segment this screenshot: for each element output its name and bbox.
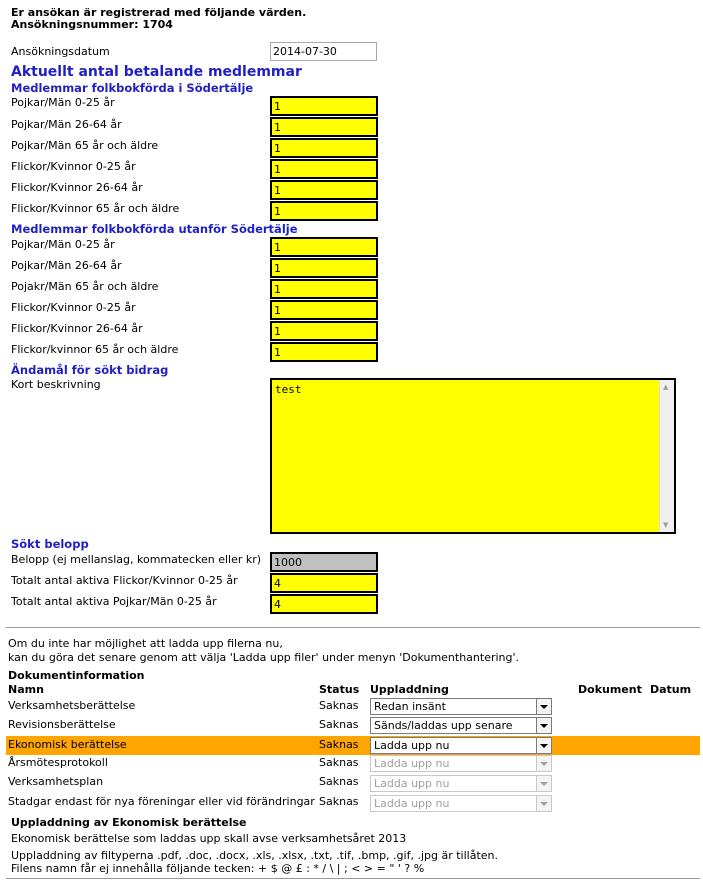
application-number: Ansökningsnummer: 1704 [11, 18, 173, 31]
doc-upload-select-3 [370, 755, 552, 772]
purpose-text: test [275, 383, 302, 396]
doc-status-3: Saknas [319, 756, 359, 769]
upload-note-line2: kan du göra det senare genom att välja 'Ladda upp filer' under menyn 'Dokumenthantering'. [8, 651, 520, 664]
chevron-down-icon[interactable] [536, 718, 551, 733]
upload-section-line1: Ekonomisk berättelse som laddas upp skall avse verksamhetsåret 2013 [11, 832, 407, 845]
g2-field-2[interactable]: 1 [270, 279, 378, 299]
doc-status-2: Saknas [319, 738, 359, 751]
upload-section-line2: Uppladdning av filtyperna .pdf, .doc, .docx, .xls, .xlsx, .txt, .tif, .bmp, .gif, .jpg är tillåten. [11, 849, 498, 862]
g1-label-5: Flickor/Kvinnor 65 år och äldre [11, 202, 180, 215]
doc-name-2: Ekonomisk berättelse [8, 738, 127, 751]
doc-status-4: Saknas [319, 775, 359, 788]
col-date: Datum [650, 683, 692, 696]
g2-label-5: Flickor/kvinnor 65 år och äldre [11, 343, 179, 356]
g2-label-4: Flickor/Kvinnor 26-64 år [11, 322, 143, 335]
purpose-title: Ändamål för sökt bidrag [11, 363, 169, 377]
active-girls-field[interactable]: 4 [270, 573, 378, 593]
chevron-down-icon [536, 756, 551, 771]
doc-status-1: Saknas [319, 718, 359, 731]
chevron-down-icon[interactable] [536, 738, 551, 753]
g1-label-0: Pojkar/Män 0-25 år [11, 96, 115, 109]
g1-label-3: Flickor/Kvinnor 0-25 år [11, 160, 136, 173]
col-upload: Uppladdning [370, 683, 449, 696]
col-name: Namn [8, 683, 44, 696]
g1-field-5[interactable]: 1 [270, 201, 378, 221]
scroll-down-icon[interactable]: ▼ [663, 521, 669, 529]
docs-title: Dokumentinformation [8, 669, 145, 682]
doc-upload-value-5: Ladda upp nu [374, 797, 450, 810]
doc-name-3: Årsmötesprotokoll [8, 756, 108, 769]
chevron-down-icon [536, 776, 551, 791]
g2-field-4[interactable]: 1 [270, 321, 378, 341]
bottom-divider [6, 878, 700, 879]
g2-field-1[interactable]: 1 [270, 258, 378, 278]
doc-name-5: Stadgar endast för nya föreningar eller vid förändringar [8, 795, 315, 808]
amount-label-1: Totalt antal aktiva Flickor/Kvinnor 0-25 år [11, 574, 238, 587]
group2-title: Medlemmar folkbokförda utanför Södertälje [11, 222, 298, 236]
g1-field-4[interactable]: 1 [270, 180, 378, 200]
doc-upload-select-4 [370, 775, 552, 792]
active-boys-field[interactable]: 4 [270, 594, 378, 614]
upload-section-title: Uppladdning av Ekonomisk berättelse [11, 816, 247, 829]
g1-field-3[interactable]: 1 [270, 159, 378, 179]
date-field[interactable]: 2014-07-30 [270, 42, 377, 61]
doc-status-5: Saknas [319, 795, 359, 808]
doc-upload-select-0[interactable] [370, 698, 552, 715]
upload-note-line1: Om du inte har möjlighet att ladda upp filerna nu, [8, 637, 283, 650]
upload-section-line3: Filens namn får ej innehålla följande tecken: + $ @ £ : * / \ | ; < > = " ' ? % [11, 862, 425, 875]
g2-label-0: Pojkar/Män 0-25 år [11, 238, 115, 251]
doc-upload-value-1: Sänds/laddas upp senare [374, 719, 513, 732]
doc-upload-value-0: Redan insänt [374, 700, 446, 713]
doc-name-4: Verksamhetsplan [8, 775, 104, 788]
g2-field-3[interactable]: 1 [270, 300, 378, 320]
doc-upload-select-5 [370, 795, 552, 812]
confirmation-message: Er ansökan är registrerad med följande värden. [11, 6, 307, 19]
chevron-down-icon[interactable] [536, 699, 551, 714]
members-title: Aktuellt antal betalande medlemmar [11, 64, 302, 80]
doc-upload-value-4: Ladda upp nu [374, 777, 450, 790]
col-document: Dokument [578, 683, 642, 696]
g1-field-2[interactable]: 1 [270, 138, 378, 158]
doc-upload-select-2[interactable] [370, 737, 552, 754]
amount-label-2: Totalt antal aktiva Pojkar/Män 0-25 år [11, 595, 217, 608]
g1-field-0[interactable]: 1 [270, 96, 378, 116]
doc-status-0: Saknas [319, 699, 359, 712]
g2-field-0[interactable]: 1 [270, 237, 378, 257]
amount-label-0: Belopp (ej mellanslag, kommatecken eller kr) [11, 553, 262, 566]
purpose-label: Kort beskrivning [11, 378, 101, 391]
g2-label-3: Flickor/Kvinnor 0-25 år [11, 301, 136, 314]
g1-label-4: Flickor/Kvinnor 26-64 år [11, 181, 143, 194]
group1-title: Medlemmar folkbokförda i Södertälje [11, 81, 254, 95]
g1-label-2: Pojkar/Män 65 år och äldre [11, 139, 159, 152]
doc-upload-select-1[interactable] [370, 717, 552, 734]
col-status: Status [319, 683, 360, 696]
g1-label-1: Pojkar/Män 26-64 år [11, 118, 122, 131]
g1-field-1[interactable]: 1 [270, 117, 378, 137]
doc-upload-value-2: Ladda upp nu [374, 739, 450, 752]
purpose-textarea[interactable] [270, 378, 676, 534]
scroll-up-icon[interactable]: ▲ [663, 383, 669, 391]
date-label: Ansökningsdatum [11, 45, 110, 58]
doc-name-1: Revisionsberättelse [8, 718, 116, 731]
chevron-down-icon [536, 796, 551, 811]
g2-label-2: Pojakr/Män 65 år och äldre [11, 280, 159, 293]
g2-field-5[interactable]: 1 [270, 342, 378, 362]
amount-field[interactable]: 1000 [270, 552, 378, 572]
textarea-scrollbar[interactable] [659, 380, 674, 532]
doc-upload-value-3: Ladda upp nu [374, 757, 450, 770]
doc-name-0: Verksamhetsberättelse [8, 699, 136, 712]
divider [6, 627, 700, 628]
g2-label-1: Pojkar/Män 26-64 år [11, 259, 122, 272]
amount-title: Sökt belopp [11, 537, 89, 551]
